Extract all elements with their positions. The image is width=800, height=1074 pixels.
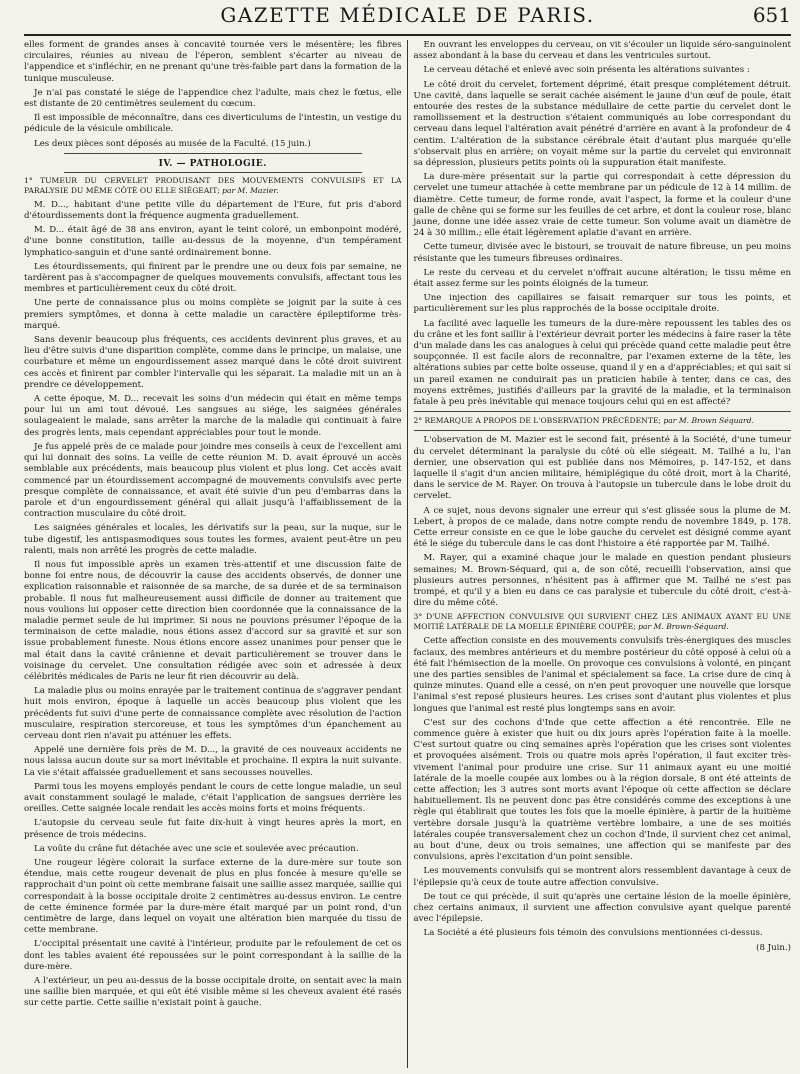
paragraph: Le reste du cerveau et du cervelet n'offrait aucune altération; le tissu même en était assez ferme sur les points éloignés de la tumeur. [413,267,791,290]
paragraph: M. D... était âgé de 38 ans environ, ayant le teint coloré, un embonpoint modéré, d'une bonne constitution, taille au-dessus de la moyenne, d'un tempérament lymphatico-sanguin et d'une santé ordinairement bonne. [24,225,402,258]
paragraph: De tout ce qui précède, il suit qu'après une certaine lésion de la moelle épinière, chez certains animaux, il survient une affection convulsive ayant quelque parenté avec l'épilepsie. [413,891,791,925]
paragraph: Il nous fut impossible après un examen très-attentif et une discussion faite de bonne foi entre nous, de découvrir la cause des accidents observés, de donner une explication raisonnable et raisonnée de sa marche, de sa durée et de sa terminaison probable. Il nous fut malheureusement aussi difficile de donner au traitement que nous voulions lui opposer cette direction bien coordonnée que la connaissance de la maladie permet seule de lui imprimer. Si nous ne pouvions présumer l'époque de la terminaison de cette maladie, nous étions assez d'accord sur sa gravité et sur son issue probablement funeste. Nous étions encore assez unanimes pour penser que le mal était dans la cavité crânienne et devait particulièrement se trouver dans le voisinage du cervelet. Une consultation rédigée avec soin et adressée à deux célébrités médicales de Paris ne leur fit rien découvrir au delà. [24,559,402,682]
paragraph: Je fus appelé près de ce malade pour joindre mes conseils à ceux de l'excellent ami qui lui donnait des soins. La veille de cette réunion M. D. avait éprouvé un accès semblable aux précédents, mais beaucoup plus violent et plus long. Cet accès avait commencé par un étourdissement accompagné de mouvements convulsifs avec perte presque complète de connaissance, et avait été suivie d'un peu d'embarras dans la parole et d'un engourdissement général qui allait jusqu'à l'affaiblissement de la contraction musculaire du côté droit. [24,441,402,520]
article-author: par M. Brown-Séquard. [638,622,729,632]
paragraph: elles forment de grandes anses à concavité tournée vers le mésentère; les fibres circulaires, réunies au niveau de l'éperon, semblent s'écarter au niveau de l'appendice et s'infléchir, en ne prenant qu'une très-faible part dans la formation de la tunique musculeuse. [24,40,402,84]
left-column [24,40,407,1068]
article-title-text: 3° D'UNE AFFECTION CONVULSIVE QUI SURVIENT CHEZ LES ANIMAUX AYANT EU UNE MOITIÉ LATÉRALE DE LA MOELLE ÉPINIÈRE COUPÉE; [413,612,791,632]
right-column [407,40,792,1068]
article-author: par M. Brown Séquard. [663,416,754,426]
paragraph: A ce sujet, nous devons signaler une erreur qui s'est glissée sous la plume de M. Lebert, à propos de ce malade, dans notre compte rendu de novembre 1849, p. 178. Cette erreur consiste en ce que le lobe gauche du cervelet est désigné comme ayant été le siége du tubercule dans le cas dont l'histoire a été rapportée par M. Tailhé. [413,505,791,550]
paragraph: Le cerveau détaché et enlevé avec soin présenta les altérations suivantes : [423,65,750,76]
section-title: IV. — PATHOLOGIE. [158,158,267,169]
page-header [24,0,791,36]
closing-date: (8 Juin.) [756,942,791,953]
article-author: par M. Mazier. [222,185,279,195]
paragraph: Cette affection consiste en des mouvements convulsifs très-énergiques des muscles faciaux, des membres antérieurs et du membre postérieur du côté opposé à celui où a été fait l'hémisection de la moelle. On provoque ces convulsions à volonté, en pinçant une des parties sensibles de l'animal et spécialement sa face. La crise dure de cinq à quinze minutes. Quand elle a cessé, on n'en peut provoquer une nouvelle que lorsque l'animal s'est reposé plusieurs heures. Les crises sont d'autant plus violentes et plus longues que l'animal est resté plus longtemps sans en avoir. [413,636,791,714]
paragraph: M. Rayer, qui a examiné chaque jour le malade en question pendant plusieurs semaines; M. Brown-Séquard, qui a, de son côté, recueilli l'observation, ainsi que plusieurs autres personnes, n'hésitent pas à affirmer que M. Tailhé ne s'est pas trompé, et qu'il y a bien eu dans ce cas paralysie et tubercule du côté droit, c'est-à-dire du même côté. [413,553,791,609]
divider [64,172,362,173]
page-number: 651 [752,3,791,27]
paragraph: La Société a été plusieurs fois témoin des convulsions mentionnées ci-dessus. [423,928,763,939]
paragraph: Parmi tous les moyens employés pendant le cours de cette longue maladie, un seul avait constamment soulagé le malade, c'était l'application de sangsues derrière les oreilles. Cette saignée locale rendait les accès moins forts et moins fréquents. [24,781,402,815]
paragraph: Il est impossible de méconnaître, dans ces diverticulums de l'intestin, un vestige du pédicule de la vésicule ombilicale. [24,113,402,135]
paragraph: Les deux pièces sont déposés au musée de la Faculté. (15 juin.) [34,138,311,149]
paragraph: Sans devenir beaucoup plus fréquents, ces accidents devinrent plus graves, et au lieu d'être suivis d'une disparition complète, comme dans le principe, un malaise, une courbature et même un engourdissement assez marqué dans le côté droit suivirent ces accès et finirent par combler l'intervalle qui les séparait. La maladie mit un an à prendre ce développement. [24,335,402,390]
paragraph: La dure-mère présentait sur la partie qui correspondait à cette dépression du cervelet une tumeur attachée à cette membrane par un pédicule de 12 à 14 millim. de diamètre. Cette tumeur, de forme ronde, avait l'aspect, la forme et la couleur d'une galle de chêne qui se forme sur les feuilles de cet arbre, et dont la couleur rose, blanc jaune, donne une idée assez vraie de cette tumeur. Son volume avait un diamètre de 24 à 30 millim.; elle était légèrement aplatie d'avant en arrière. [413,172,791,239]
paragraph: Cette tumeur, divisée avec le bistouri, se trouvait de nature fibreuse, un peu moins résistante que les tumeurs fibreuses ordinaires. [413,242,791,264]
text-columns [24,40,791,1068]
paragraph: A l'extérieur, un peu au-dessus de la bosse occipitale droite, on sentait avec la main une saillie bien marquée, et qui eût été visible même si les cheveux avaient été rasés sur cette partie. Cette saillie n'existait point à gauche. [24,976,402,1009]
paragraph: L'occipital présentait une cavité à l'intérieur, produite par le refoulement de cet os dont les tables avaient été repoussées sur le point correspondant à la saillie de la dure-mère. [24,939,402,972]
paragraph: La maladie plus ou moins enrayée par le traitement continua de s'aggraver pendant huit mois environ, époque à laquelle un accès beaucoup plus violent que les précédents fut suivi d'une perte de connaissance complète avec résolution de l'action musculaire, respiration stercoreuse, et tous les symptômes d'un épanchement au cerveau dont rien n'avait pu atténuer les effets. [24,686,402,741]
article-title-text: 2° REMARQUE A PROPOS DE L'OBSERVATION PRÉCÉDENTE; [413,416,661,426]
paragraph: Une perte de connaissance plus ou moins complète se joignit par la suite à ces premiers symptômes, et donna à cette maladie un caractère épileptiforme très-marqué. [24,298,402,331]
paragraph: M. D..., habitant d'une petite ville du département de l'Eure, fut pris d'abord d'étourdissements dont la fréquence augmenta graduellement. [24,199,402,222]
paragraph: Je n'ai pas constaté le siége de l'appendice chez l'adulte, mais chez le fœtus, elle est distante de 20 centimètres seulement du cœcum. [24,87,402,110]
paragraph: L'autopsie du cerveau seule fut faite dix-huit à vingt heures après la mort, en présence de trois médecins. [24,818,402,840]
paragraph: La voûte du crâne fut détachée avec une scie et soulevée avec précaution. [34,843,359,854]
paragraph: C'est sur des cochons d'Inde que cette affection a été rencontrée. Elle ne commence guère à exister que huit ou dix jours après l'opération faite à la moelle. C'est surtout quatre ou cinq semaines après l'opération que les crises sont violentes et provoquées aisément. Trois ou quatre mois après l'opération, il faut exciter très-vivement l'animal pour produire une crise. Sur 11 animaux ayant eu une moitié latérale de la moelle coupée aux lombes ou à la région dorsale, 8 ont été atteints de cette affection; les 3 autres sont morts avant l'époque où cette affection se déclare habituellement. Ils ne peuvent donc pas être considérés comme des exceptions à une règle qui établirait que toutes les fois que la moelle épinière, à partir de la huitième vertèbre dorsale jusqu'à la quatrième vertèbre lombaire, a une de ses moitiés latérales coupée transversalement chez un cochon d'Inde, il survient chez cet animal, au bout d'une, deux ou trois semaines, une affection qui se manifeste par des convulsions, après l'excitation d'un point sensible. [413,717,791,863]
paragraph: En ouvrant les enveloppes du cerveau, on vit s'écouler un liquide séro-sanguinolent assez abondant à la base du cerveau et dans les ventricules surtout. [413,40,791,62]
divider [414,411,792,412]
divider [414,430,792,431]
paragraph: Les mouvements convulsifs qui se montrent alors ressemblent davantage à ceux de l'épilepsie qu'à ceux de toute autre affection convulsive. [413,866,791,888]
article-title [414,416,792,426]
paragraph: Les saignées générales et locales, les dérivatifs sur la peau, sur la nuque, sur le tube digestif, les antispasmodiques sous toutes les formes, avaient peut-être un peu ralenti, mais non arrêté les progrès de cette maladie. [24,523,402,556]
divider [64,153,362,154]
paragraph: Une injection des capillaires se faisait remarquer sur tous les points, et particulièrement sur les plus rapprochés de la bosse occipitale droite. [413,293,791,315]
journal-title: GAZETTE MÉDICALE DE PARIS. [220,3,595,27]
paragraph: A cette époque, M. D... recevait les soins d'un médecin qui était en même temps pour lui un ami tout dévoué. Les sangsues au siége, les saignées générales soulageaient le malade, sans arrêter la marche de la maladie qui continuait à faire des progrès lents, mais cependant appréciables pour tout le monde. [24,394,402,438]
paragraph: Le côté droit du cervelet, fortement déprimé, était presque complétement détruit. Une cavité, dans laquelle se serait cachée aisément le jaune d'un œuf de poule, était entourée des restes de la substance médullaire de cette partie du cervelet dont le ramollissement et la destruction s'étaient communiqués au lobe correspondant du cerveau dans lequel l'altération avait pénétré d'arrière en avant à la profondeur de 4 centim. L'altération de la substance cérébrale était d'autant plus marquée qu'elle s'observait plus en arrière; on voyait même sur la partie du cervelet qui environnait sa dépression, plusieurs petits points où la suppuration était manifeste. [413,79,791,169]
article-title [414,612,792,632]
article-title [24,176,402,196]
article-title-text: 1° TUMEUR DU CERVELET PRODUISANT DES MOUVEMENTS CONVULSIFS ET LA PARALYSIE DU MÊME CÔTÉ OU ELLE SIÉGEAIT; [24,175,402,195]
paragraph: Les étourdissements, qui finirent par le prendre une ou deux fois par semaine, ne tardèrent pas à s'accompagner de quelques mouvements convulsifs, affectant tous les membres et particulièrement ceux du côté droit. [24,261,402,295]
paragraph: La facilité avec laquelle les tumeurs de la dure-mère repoussent les tables des os du crâne et les font saillir à l'extérieur devrait porter les médecins à faire raser la tête d'un malade dans les cas analogues à celui qui précède quand cette maladie peut être soupçonnée. Il est facile alors de reconnaître, par l'examen externe de la tête, les altérations subies par cette boîte osseuse, quand il y en a d'appréciables; et qui sait si un pareil examen ne conduirait pas un praticien habile à tenter, dans ce cas, des moyens extrêmes, justifiés d'ailleurs par la gravité de la maladie, et la terminaison fatale à peu près inévitable qui menace toujours celui qui en est affecté? [413,318,791,408]
paragraph: Appelé une dernière fois près de M. D..., la gravité de ces nouveaux accidents ne nous laissa aucun doute sur sa mort inévitable et prochaine. Il expira la nuit suivante. La vie s'était affaissée graduellement et sans secousses nouvelles. [24,745,402,778]
paragraph: Une rougeur légère colorait la surface externe de la dure-mère sur toute son étendue, mais cette rougeur devenait de plus en plus foncée à mesure qu'elle se rapprochait d'un point où cette membrane faisait une saillie assez marquée, saillie qui correspondait à la bosse occipitale droite 2 centimètres au-dessus environ. Le centre de cette éminence formée par la dure-mère était marqué par un point rond, d'un centimètre de large, dans lequel on voyait une altération bien marquée du tissu de cette membrane. [24,858,402,936]
paragraph: L'observation de M. Mazier est le second fait, présenté à la Société, d'une tumeur du cervelet déterminant la paralysie du côté où elle siégeait. M. Tailhé a lu, l'an dernier, une observation qui est publiée dans nos Mémoires, p. 147-152, et dans laquelle il s'agit d'un ancien militaire, hémiplégique du côté droit, mort à la Charité, dans le service de M. Rayer. On trouva à l'autopsie un tubercule dans le lobe droit du cervelet. [413,435,791,502]
